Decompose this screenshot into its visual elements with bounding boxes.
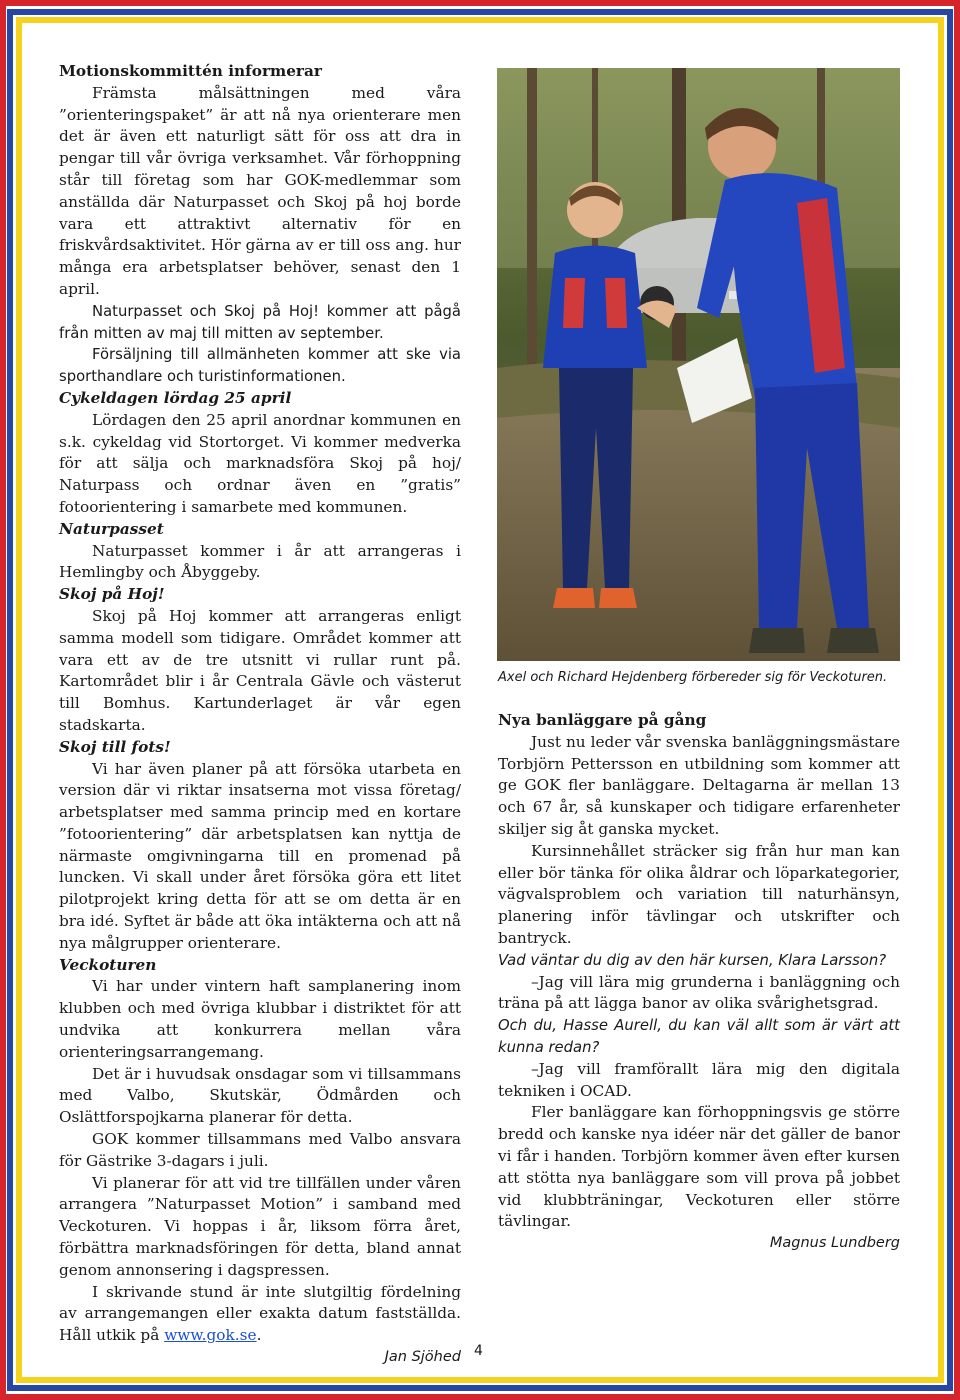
right-column: [498, 710, 900, 1255]
paragraph: Naturpasset kommer i år att arrangeras i Hemlingby och Åbyggeby.: [59, 541, 461, 582]
paragraph-end: .: [256, 1326, 262, 1345]
border-yellow-left: [16, 17, 22, 1383]
border-red-right: [954, 0, 960, 1400]
photo-orienteers: [497, 68, 900, 661]
border-blue-right: [947, 9, 953, 1391]
answer-klara: –Jag vill lära mig grunderna i banläggning och träna på att lägga banor av olika svårighetsgrad.: [498, 972, 900, 1013]
paragraph: Det är i huvudsak onsdagar som vi tillsammans med Valbo, Skutskär, Ödmården och Oslättforspojkarna planerar för detta.: [59, 1064, 461, 1127]
heading-veckoturen: Veckoturen: [59, 955, 157, 974]
paragraph-final: [59, 1282, 461, 1347]
heading-cykeldagen: Cykeldagen lördag 25 april: [59, 388, 292, 407]
page-number: 4: [474, 1343, 483, 1359]
border-blue-bottom: [7, 1385, 953, 1391]
question-hasse: Och du, Hasse Aurell, du kan väl allt som är värt att kunna redan?: [498, 1017, 900, 1056]
paragraph: Skoj på Hoj kommer att arrangeras enligt samma modell som tidigare. Området kommer att vara ett av de tre utsnitt vi rullar runt på. Kartområdet blir i år Centrala Gävle och västerut till Bomhus. Kartunderlaget är vår egen stadskarta.: [59, 606, 461, 734]
left-column: [59, 61, 461, 1369]
border-yellow-bottom: [16, 1377, 944, 1383]
signature-jan-sjohed: Jan Sjöhed: [384, 1349, 461, 1366]
heading-nya-banlaggare: Nya banläggare på gång: [498, 711, 707, 729]
heading-motionskommitten: Motionskommittén informerar: [59, 62, 322, 80]
photo-illustration: [497, 68, 900, 661]
paragraph: Vi har även planer på att försöka utarbeta en version där vi riktar insatserna mot vissa företag/ arbetsplatser med samma princip med en kortare ”fotoorientering” där arbetsplatsen kan nyttja de närmaste omgivningarna till en promenad på luncken. Vi skall under året försöka göra ett litet pilotprojekt kring detta för att se om detta är en bra idé. Syftet är både att öka intäkterna och att nå nya målgrupper orienterare.: [59, 759, 461, 952]
gok-link[interactable]: www.gok.se: [164, 1326, 257, 1345]
answer-hasse: –Jag vill framförallt lära mig den digitala tekniken i OCAD.: [498, 1059, 900, 1100]
border-yellow-top: [16, 17, 944, 23]
border-blue-top: [7, 9, 953, 15]
paragraph-text: I skrivande stund är inte slutgiltig fördelning av arrangemangen eller exakta datum fastställda. Håll utkik på: [59, 1282, 461, 1345]
paragraph: Naturpasset och Skoj på Hoj! kommer att pågå från mitten av maj till mitten av september.: [59, 302, 461, 342]
border-blue-left: [7, 9, 13, 1391]
border-red-left: [0, 0, 6, 1400]
paragraph: Vi har under vintern haft samplanering inom klubben och med övriga klubbar i distriktet för att undvika att konkurrera mellan våra orienteringsarrangemang.: [59, 977, 461, 1061]
paragraph: Främsta målsättningen med våra ”orienteringspaket” är att nå nya orienterare men det är även ett naturligt sätt för oss att dra in pengar till vår övriga verksamhet. Vår förhoppning står till företag som har GOK-medlemmar som anställda där Naturpasset och Skoj på hoj borde vara ett attraktivt alternativ för en friskvårdsaktivitet. Hör gärna av er till oss ang. hur många era arbetsplatser behöver, senast den 1 april.: [59, 83, 461, 298]
paragraph: Vi planerar för att vid tre tillfällen under våren arrangera ”Naturpasset Motion” i samband med Veckoturen. Vi hoppas i år, liksom förra året, förbättra marknadsföringen för detta, bland annat genom annonsering i dagspressen.: [59, 1173, 461, 1279]
border-red-bottom: [0, 1394, 960, 1400]
heading-skoj-till-fots: Skoj till fots!: [59, 737, 171, 756]
paragraph: Lördagen den 25 april anordnar kommunen en s.k. cykeldag vid Stortorget. Vi kommer medverka för att sälja och marknadsföra Skoj på hoj/ Naturpass och ordnar även en ”gratis” fotoorientering i samarbete med kommunen.: [59, 410, 461, 516]
paragraph: Just nu leder vår svenska banläggningsmästare Torbjörn Pettersson en utbildning som kommer att ge GOK fler banläggare. Deltagarna är mellan 13 och 67 år, så kunskaper och tidigare erfarenheter skiljer sig åt ganska mycket.: [498, 732, 900, 838]
border-red-top: [0, 0, 960, 6]
signature-magnus-lundberg: Magnus Lundberg: [769, 1235, 900, 1252]
question-klara: Vad väntar du dig av den här kursen, Klara Larsson?: [498, 951, 887, 969]
heading-skoj-pa-hoj: Skoj på Hoj!: [59, 585, 165, 604]
paragraph: GOK kommer tillsammans med Valbo ansvara för Gästrike 3-dagars i juli.: [59, 1130, 461, 1170]
paragraph: Försäljning till allmänheten kommer att ske via sporthandlare och turistinformationen.: [59, 346, 461, 386]
photo-caption: Axel och Richard Hejdenberg förbereder sig för Veckoturen.: [498, 670, 888, 685]
heading-naturpasset: Naturpasset: [59, 519, 164, 538]
border-yellow-right: [938, 17, 944, 1383]
paragraph: Kursinnehållet sträcker sig från hur man kan eller bör tänka för olika åldrar och löparkategorier, vägvalsproblem och variation till naturhänsyn, planering inför tävlingar och utskrifter och bantryck.: [498, 841, 900, 947]
paragraph: Fler banläggare kan förhoppningsvis ge större bredd och kanske nya idéer när det gäller de banor vi får i handen. Torbjörn kommer även efter kursen att stötta nya banläggare som vill prova på jobbet vid klubbträningar, Veckoturen eller större tävlingar.: [498, 1103, 900, 1231]
